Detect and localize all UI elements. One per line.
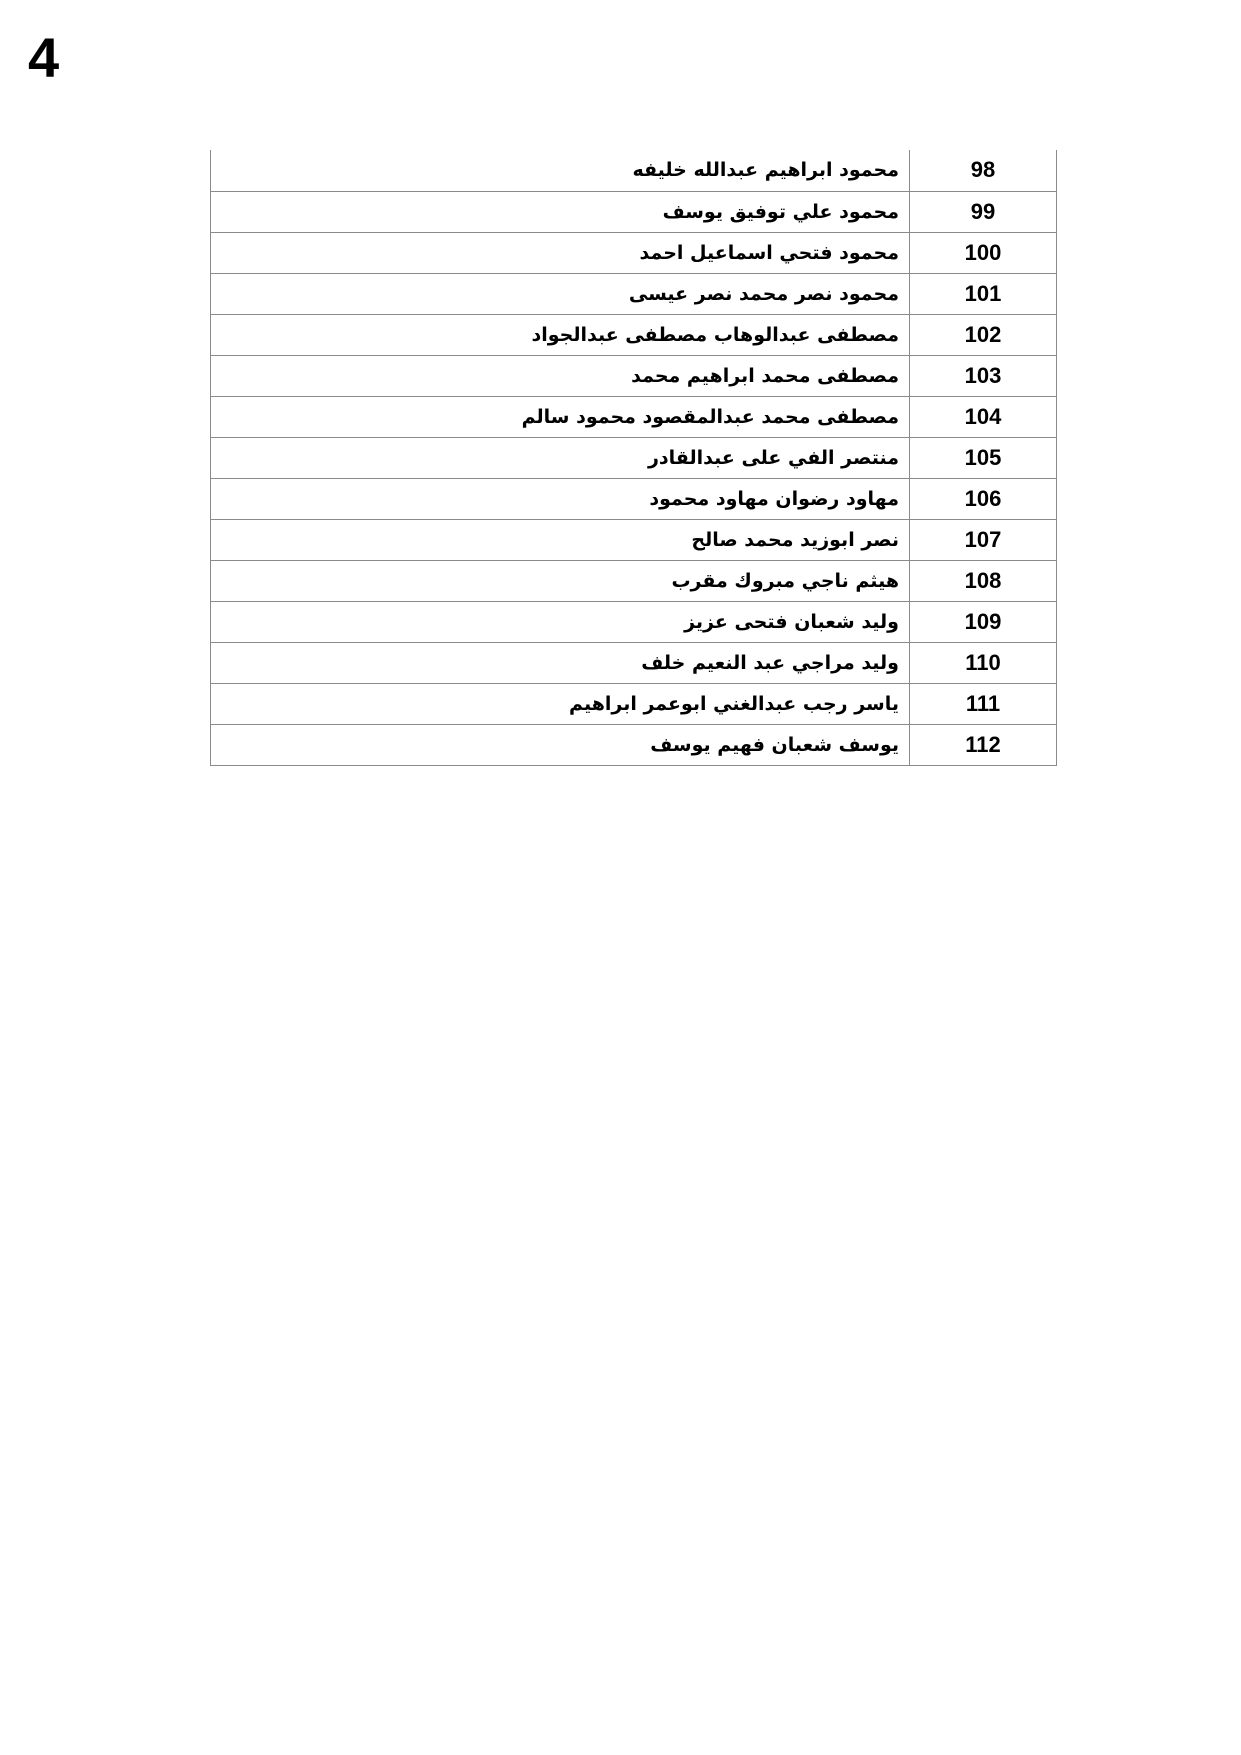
table-row	[211, 355, 1057, 396]
name-cell: هيثم ناجي مبروك مقرب	[211, 560, 910, 601]
number-cell: 101	[910, 273, 1057, 314]
number-cell: 103	[910, 355, 1057, 396]
table-row	[211, 519, 1057, 560]
name-cell: محمود فتحي اسماعيل احمد	[211, 232, 910, 273]
name-cell: مهاود رضوان مهاود محمود	[211, 478, 910, 519]
name-cell: مصطفى محمد عبدالمقصود محمود سالم	[211, 396, 910, 437]
table-row	[211, 437, 1057, 478]
number-cell: 99	[910, 191, 1057, 232]
name-cell: محمود علي توفيق يوسف	[211, 191, 910, 232]
number-cell: 107	[910, 519, 1057, 560]
name-cell: ياسر رجب عبدالغني ابوعمر ابراهيم	[211, 683, 910, 724]
number-cell: 108	[910, 560, 1057, 601]
number-cell: 100	[910, 232, 1057, 273]
number-cell: 106	[910, 478, 1057, 519]
name-cell: وليد مراجي عبد النعيم خلف	[211, 642, 910, 683]
table-row	[211, 314, 1057, 355]
table-row	[211, 396, 1057, 437]
name-cell: يوسف شعبان فهيم يوسف	[211, 724, 910, 765]
number-cell: 102	[910, 314, 1057, 355]
number-cell: 98	[910, 150, 1057, 191]
number-cell: 104	[910, 396, 1057, 437]
number-cell: 112	[910, 724, 1057, 765]
table-row	[211, 683, 1057, 724]
name-cell: نصر ابوزيد محمد صالح	[211, 519, 910, 560]
table-row	[211, 601, 1057, 642]
number-cell: 110	[910, 642, 1057, 683]
table-row	[211, 560, 1057, 601]
name-cell: وليد شعبان فتحى عزيز	[211, 601, 910, 642]
number-cell: 111	[910, 683, 1057, 724]
name-cell: محمود نصر محمد نصر عيسى	[211, 273, 910, 314]
name-cell: منتصر الفي على عبدالقادر	[211, 437, 910, 478]
table-row	[211, 478, 1057, 519]
name-cell: مصطفى عبدالوهاب مصطفى عبدالجواد	[211, 314, 910, 355]
number-cell: 109	[910, 601, 1057, 642]
table-row	[211, 724, 1057, 765]
table-row	[211, 642, 1057, 683]
name-cell: محمود ابراهيم عبدالله خليفه	[211, 150, 910, 191]
names-table	[210, 150, 1057, 766]
page-number: 4	[28, 26, 60, 89]
table-row	[211, 273, 1057, 314]
name-cell: مصطفى محمد ابراهيم محمد	[211, 355, 910, 396]
table-row	[211, 150, 1057, 191]
table-row	[211, 191, 1057, 232]
number-cell: 105	[910, 437, 1057, 478]
table-row	[211, 232, 1057, 273]
